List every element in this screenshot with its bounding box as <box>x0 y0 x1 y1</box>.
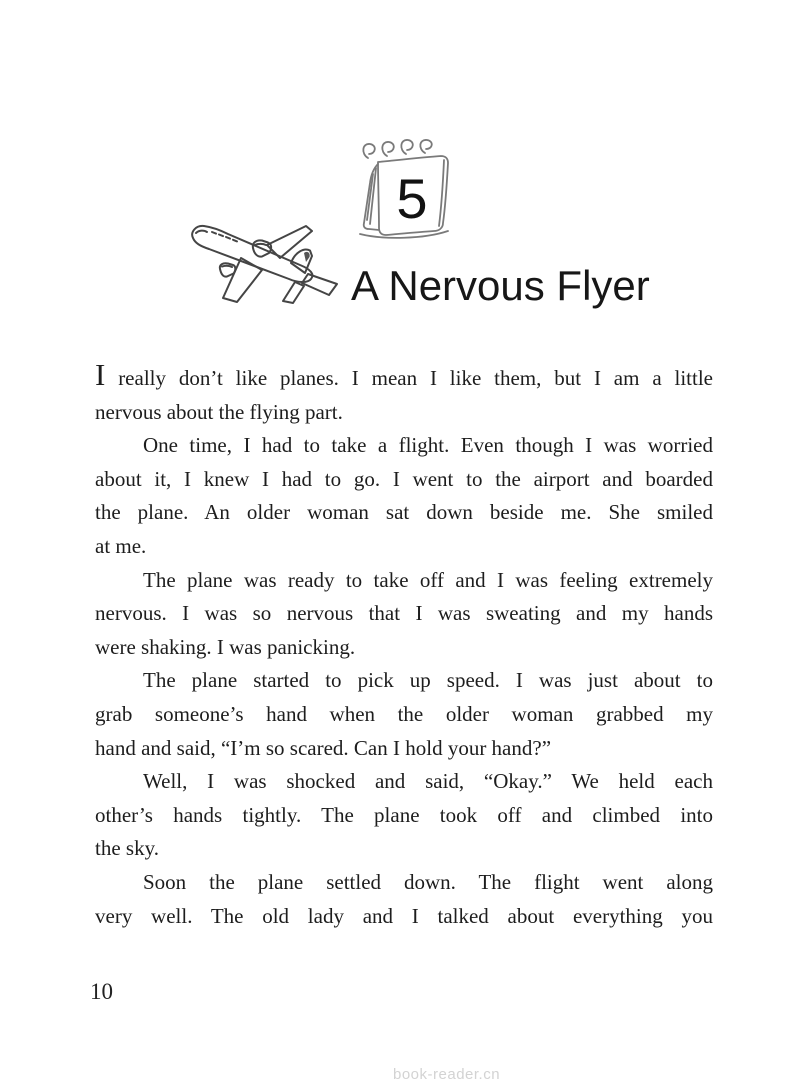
text-line: hand and said, “I’m so scared. Can I hold your hand?” <box>95 735 552 760</box>
text-line: Soon the plane settled down. The flight went along <box>143 869 713 894</box>
story-text <box>95 357 713 933</box>
text-line: about it, I knew I had to go. I went to the airport and boarded <box>95 466 713 491</box>
page-number: 10 <box>90 979 113 1004</box>
paragraph <box>95 765 713 866</box>
text-line: One time, I had to take a flight. Even though I was worried <box>143 433 713 458</box>
text-line: were shaking. I was panicking. <box>95 634 356 659</box>
drop-cap: I <box>95 357 106 392</box>
text-line: The plane started to pick up speed. I was just about to <box>143 668 713 693</box>
text-line: I really don’t like planes. I mean I like them, but I am a little <box>95 357 713 392</box>
paragraph <box>95 564 713 665</box>
text-line: at me. <box>95 533 147 558</box>
chapter-number: 5 <box>396 167 428 230</box>
paragraph <box>95 866 713 933</box>
text-line: The plane was ready to take off and I was feeling extremely <box>143 567 713 592</box>
text-line: the plane. An older woman sat down beside me. She smiled <box>95 500 713 525</box>
text-line: nervous about the flying part. <box>95 399 343 424</box>
text-line: nervous. I was so nervous that I was sweating and my hands <box>95 601 713 626</box>
text-line: other’s hands tightly. The plane took off and climbed into <box>95 802 713 827</box>
text-line: the sky. <box>95 836 159 861</box>
text-line: Well, I was shocked and said, “Okay.” We held each <box>143 769 713 794</box>
text-line: very well. The old lady and I talked about everything you <box>95 903 713 928</box>
paragraph <box>95 357 713 429</box>
tail-logo-mark <box>304 252 310 262</box>
paragraph <box>95 429 713 563</box>
watermark: book-reader.cn <box>393 1066 501 1083</box>
paragraph <box>95 664 713 765</box>
calendar-icon <box>336 134 468 254</box>
text-line: grab someone’s hand when the older woman grabbed my <box>95 701 713 726</box>
chapter-title: A Nervous Flyer <box>351 262 650 309</box>
airplane-icon <box>183 212 347 326</box>
